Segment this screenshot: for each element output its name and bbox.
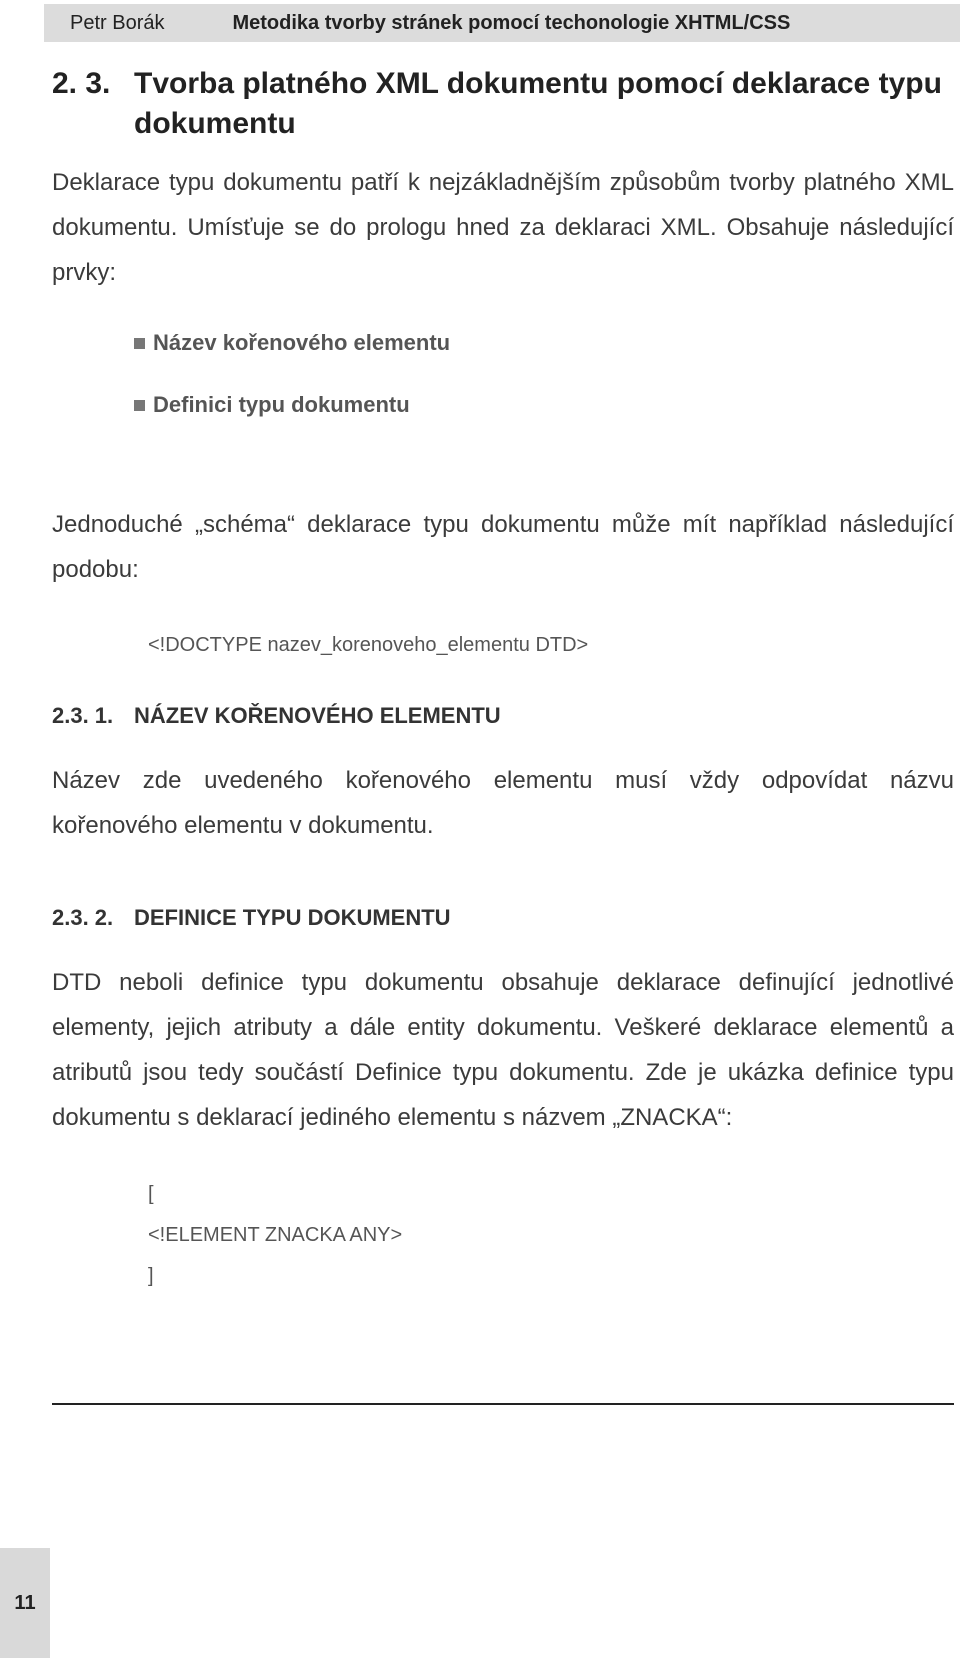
header-author: Petr Borák (70, 11, 165, 34)
subsection-heading-root-element (52, 701, 501, 731)
schema-paragraph: Jednoduché „schéma“ deklarace typu dokumentu může mít například následující podobu: (52, 511, 954, 583)
code-line-element-decl: <!ELEMENT ZNACKA ANY> (148, 1224, 403, 1246)
page-number: 11 (14, 1591, 36, 1614)
page-number-box (0, 1548, 50, 1658)
subsection-number: 2.3. 1. (52, 703, 114, 728)
subsection-title: DEFINICE TYPU DOKUMENTU (134, 905, 451, 930)
square-bullet-icon (134, 338, 145, 349)
section-number: 2. 3. (52, 67, 111, 100)
root-element-paragraph: Název zde uvedeného kořenového elementu musí vždy odpovídat názvu kořenového elementu v dokumentu. (52, 767, 954, 839)
subsection-number: 2.3. 2. (52, 905, 114, 930)
intro-paragraph: Deklarace typu dokumentu patří k nejzákladnějším způsobům tvorby platného XML dokumentu. Umísťuje se do prologu hned za deklaraci XML. Obsahuje následující prvky: (52, 169, 954, 286)
subsection-heading-dtd (52, 903, 451, 933)
footer-divider (52, 1403, 954, 1405)
bullet-label: Název kořenového elementu (153, 330, 451, 355)
bullet-label: Definici typu dokumentu (153, 392, 410, 417)
code-line-close-bracket: ] (148, 1265, 154, 1287)
section-title: Tvorba platného XML dokumentu pomocí deklarace typu dokumentu (134, 67, 942, 140)
dtd-paragraph: DTD neboli definice typu dokumentu obsahuje deklarace definující jednotlivé elementy, jejich atributy a dále entity dokumentu. Veškeré deklarace elementů a atributů jsou tedy součástí Definice typu dokumentu. Zde je ukázka definice typu dokumentu s deklarací jediného elementu s názvem „ZNACKA“: (52, 969, 954, 1131)
square-bullet-icon (134, 400, 145, 411)
header-title: Metodika tvorby stránek pomocí techonologie XHTML/CSS (232, 11, 791, 34)
bullet-item-root-element (134, 328, 450, 358)
code-line-open-bracket: [ (148, 1183, 154, 1205)
subsection-title: NÁZEV KOŘENOVÉHO ELEMENTU (134, 703, 501, 728)
doctype-code-line: <!DOCTYPE nazev_korenoveho_elementu DTD> (148, 634, 589, 656)
page-header (44, 4, 960, 42)
section-heading (52, 64, 952, 144)
bullet-item-dtd (134, 390, 410, 420)
